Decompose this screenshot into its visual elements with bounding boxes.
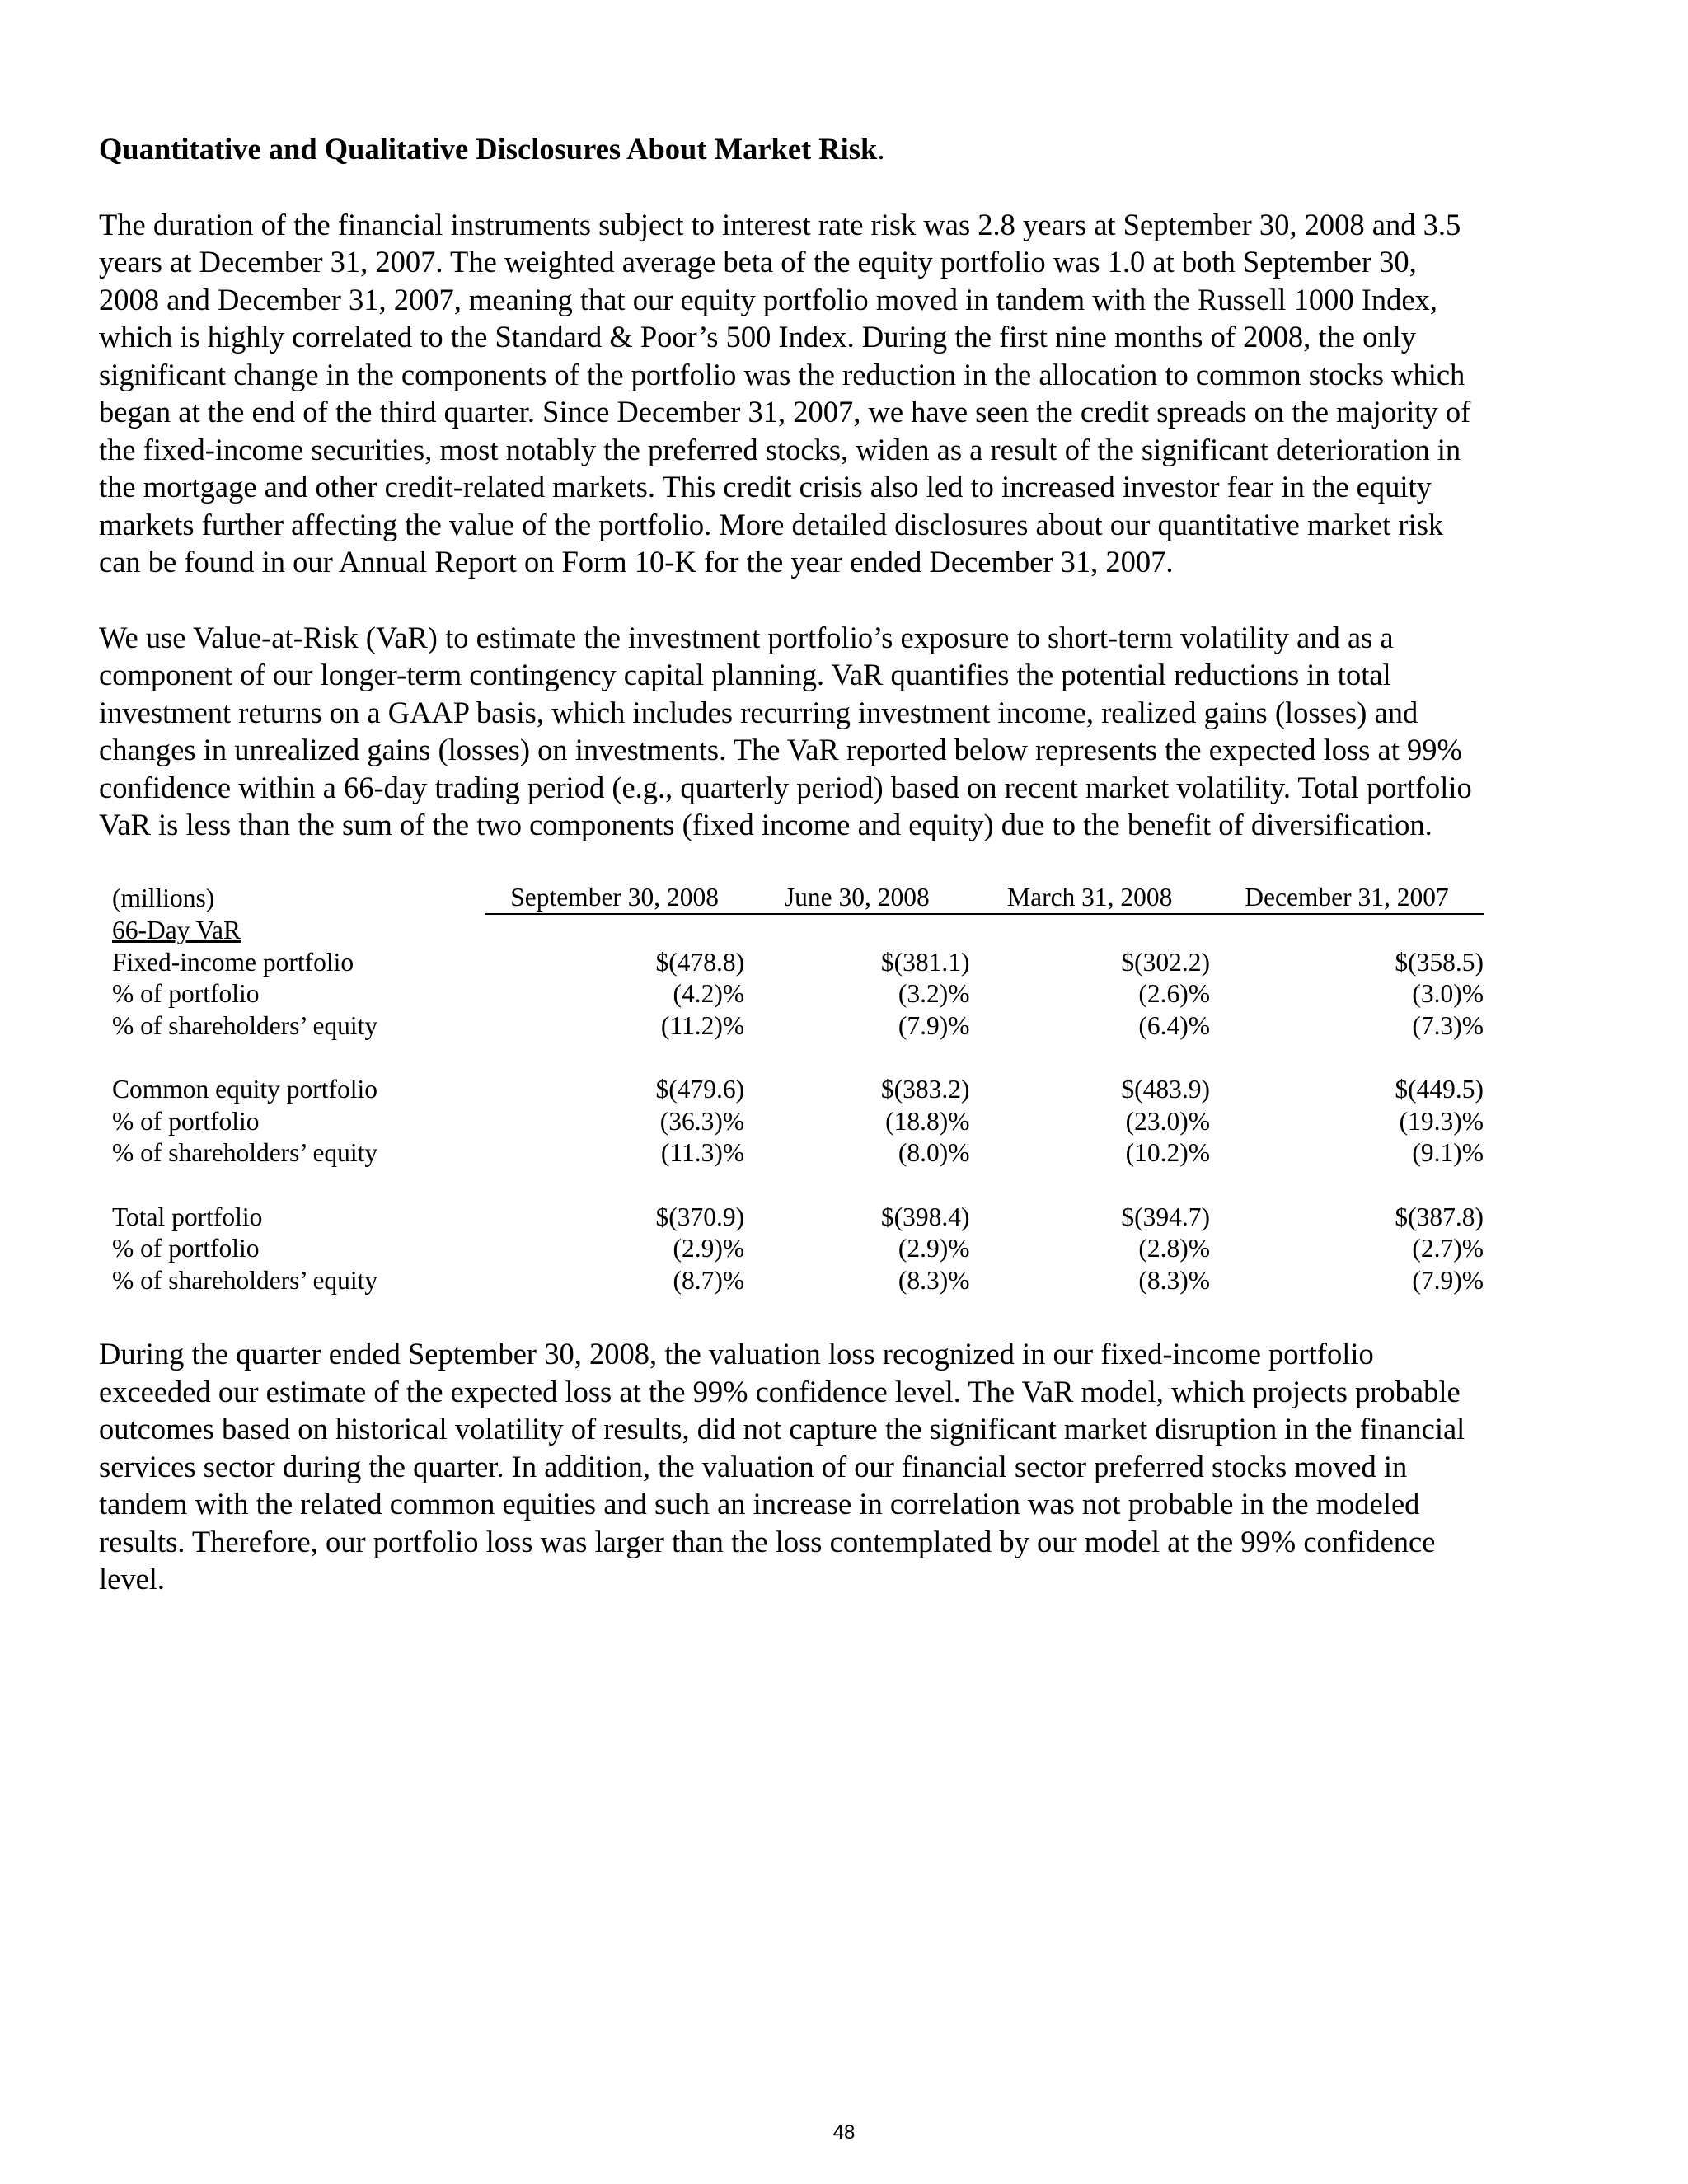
column-header-label: September 30, 2008 — [485, 882, 744, 916]
column-header — [1210, 882, 1484, 916]
table-cell: (8.3)% — [898, 1265, 970, 1295]
column-header — [485, 882, 744, 916]
table-cell: (2.7)% — [1412, 1234, 1484, 1263]
table-row — [112, 1106, 1484, 1138]
table-row — [112, 978, 1484, 1010]
row-label: % of shareholders’ equity — [112, 1138, 378, 1167]
table-cell: $(370.9) — [655, 1202, 745, 1231]
table-row — [112, 947, 1484, 979]
row-label: Common equity portfolio — [112, 1075, 377, 1104]
row-label: Total portfolio — [112, 1202, 263, 1231]
table-cell: (8.7)% — [673, 1265, 745, 1295]
paragraph-value-at-risk: We use Value-at-Risk (VaR) to estimate the investment portfolio’s exposure to short-term volatility and as a component of our longer-term contingency capital planning. VaR quantifies the potential reductions in total investment returns on a GAAP basis, which includes recurring investment income, realized gains (losses) and changes in unrealized gains (losses) on investments. The VaR reported below represents the expected loss at 99% confidence within a 66-day trading period (e.g., quarterly period) based on recent market volatility. Total portfolio VaR is less than the sum of the two components (fixed income and equity) due to the benefit of diversification. — [99, 620, 1472, 841]
spacer-row — [112, 1042, 1484, 1074]
unit-label: (millions) — [112, 883, 215, 912]
table-cell: (3.0)% — [1412, 979, 1484, 1008]
table-cell: $(383.2) — [880, 1075, 970, 1104]
row-label: Fixed-income portfolio — [112, 947, 354, 977]
table-cell: $(387.8) — [1395, 1202, 1484, 1231]
table-cell: (10.2)% — [1125, 1138, 1211, 1167]
table-cell: (2.6)% — [1138, 979, 1211, 1008]
section-label-text: 66-Day VaR — [112, 916, 241, 944]
table-cell: (19.3)% — [1399, 1106, 1484, 1136]
table-cell: (2.9)% — [898, 1234, 970, 1263]
var-table — [112, 882, 1484, 1297]
table-cell: $(449.5) — [1395, 1075, 1484, 1104]
table-cell: (3.2)% — [898, 979, 970, 1008]
table-cell: (2.9)% — [673, 1234, 745, 1263]
table-cell: (2.8)% — [1138, 1234, 1211, 1263]
section-heading-period: . — [877, 132, 885, 166]
row-label: % of shareholders’ equity — [112, 1265, 378, 1295]
column-header-label: December 31, 2007 — [1210, 882, 1484, 916]
row-label: % of shareholders’ equity — [112, 1010, 378, 1040]
section-heading-text: Quantitative and Qualitative Disclosures About Market Risk — [99, 132, 878, 166]
row-label: % of portfolio — [112, 1106, 260, 1136]
table-cell: $(381.1) — [880, 947, 970, 977]
table-cell: (18.8)% — [885, 1106, 970, 1136]
page-content — [99, 130, 1484, 1636]
paragraph-quarter-valuation-loss: During the quarter ended September 30, 2008, the valuation loss recognized in our fixed-income portfolio exceeded our estimate of the expected loss at the 99% confidence level. The VaR model, which projects probable outcomes based on historical volatility of results, did not capture the significant market disruption in the financial services sector during the quarter. In addition, the valuation of our financial sector preferred stocks moved in tandem with the related common equities and such an increase in correlation was not probable in the modeled results. Therefore, our portfolio loss was larger than the loss contemplated by our model at the 99% confidence level. — [99, 1337, 1465, 1596]
table-cell: $(483.9) — [1121, 1075, 1211, 1104]
table-cell: (7.9)% — [1412, 1265, 1484, 1295]
table-row — [112, 1202, 1484, 1234]
section-label — [112, 915, 485, 947]
table-row — [112, 1265, 1484, 1297]
table-cell: (11.3)% — [660, 1138, 745, 1167]
table-cell: $(394.7) — [1121, 1202, 1211, 1231]
row-label: % of portfolio — [112, 979, 260, 1008]
section-heading — [99, 130, 1484, 168]
column-header-label: March 31, 2008 — [970, 882, 1211, 916]
paragraph-duration-beta: The duration of the financial instruments subject to interest rate risk was 2.8 years at September 30, 2008 and 3.5 years at December 31, 2007. The weighted average beta of the equity portfolio was 1.0 at both September 30, 2008 and December 31, 2007, meaning that our equity portfolio moved in tandem with the Russell 1000 Index, which is highly correlated to the Standard & Poor’s 500 Index. During the first nine months of 2008, the only significant change in the components of the portfolio was the reduction in the allocation to common stocks which began at the end of the third quarter. Since December 31, 2007, we have seen the credit spreads on the majority of the fixed-income securities, most notably the preferred stocks, widen as a result of the significant deterioration in the mortgage and other credit-related markets. This credit crisis also led to increased investor fear in the equity markets further affecting the value of the portfolio. More detailed disclosures about our quantitative market risk can be found in our Annual Report on Form 10-K for the year ended December 31, 2007. — [99, 207, 1471, 579]
table-cell: $(358.5) — [1395, 947, 1484, 977]
table-cell: $(479.6) — [655, 1075, 745, 1104]
page-number: 48 — [832, 2121, 856, 2144]
table-cell: (11.2)% — [660, 1010, 745, 1040]
table-row — [112, 1137, 1484, 1169]
table-cell: (7.3)% — [1412, 1010, 1484, 1040]
var-table-header-row — [112, 882, 1484, 916]
table-cell: (4.2)% — [673, 979, 745, 1008]
table-cell: (23.0)% — [1125, 1106, 1211, 1136]
table-cell: (9.1)% — [1412, 1138, 1484, 1167]
table-cell: $(398.4) — [880, 1202, 970, 1231]
table-row — [112, 1074, 1484, 1106]
table-row — [112, 1233, 1484, 1265]
column-header — [970, 882, 1211, 916]
column-header-label: June 30, 2008 — [744, 882, 969, 916]
spacer-row — [112, 1169, 1484, 1202]
column-header — [744, 882, 969, 916]
table-cell: (6.4)% — [1138, 1010, 1211, 1040]
table-cell: (8.0)% — [898, 1138, 970, 1167]
section-label-row — [112, 915, 1484, 947]
table-cell: (8.3)% — [1138, 1265, 1211, 1295]
table-cell: $(302.2) — [1121, 947, 1211, 977]
row-label: % of portfolio — [112, 1234, 260, 1263]
table-cell: (36.3)% — [659, 1106, 745, 1136]
table-cell: (7.9)% — [898, 1010, 970, 1040]
table-row — [112, 1010, 1484, 1043]
table-cell: $(478.8) — [655, 947, 745, 977]
